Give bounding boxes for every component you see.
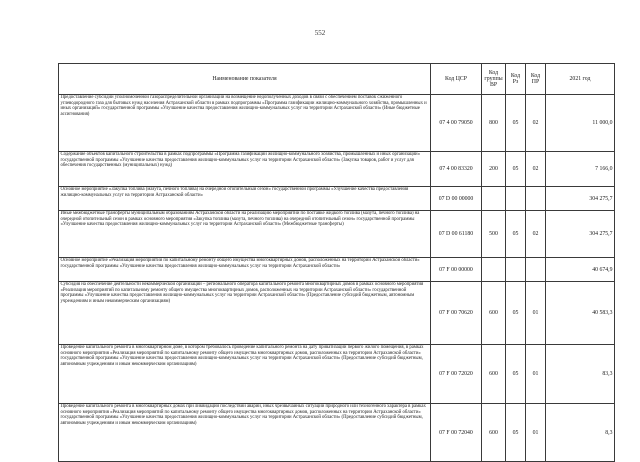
budget-table: [58, 63, 615, 462]
row-pr: 02: [526, 95, 546, 152]
row-csr: 07 F 00 00000: [431, 258, 482, 282]
row-amount: 304 275,7: [546, 211, 615, 258]
row-rz: 05: [506, 404, 526, 462]
row-amount: 40 674,9: [546, 258, 615, 282]
row-amount: 83,3: [546, 345, 615, 404]
header-rz: Код Рз: [506, 64, 526, 95]
table-row: [59, 211, 615, 258]
table-row: [59, 404, 615, 462]
row-amount: 40 583,3: [546, 282, 615, 345]
row-pr: 01: [526, 282, 546, 345]
row-rz: 05: [506, 152, 526, 187]
row-csr: 07 D 00 00000: [431, 187, 482, 211]
table-header-row: [59, 64, 615, 95]
row-amount: 11 000,0: [546, 95, 615, 152]
row-csr: 07 4 00 79050: [431, 95, 482, 152]
row-name: Проведение капитального ремонта в многоквартирных домах при ликвидации последствий аварии, иных чрезвычайных ситуаций природного или техногенного характера в рамках основного мероприятия «Реализация мероприятий по капитальному ремонту общего имущества многоквартирных домов, расположенных на территории Астраханской области» государственной программы «Улучшение качества предоставления жилищно-коммунальных услуг на территории Астраханской области» (Предоставление субсидий бюджетным, автономным учреждениям и иным некоммерческим организациям): [59, 404, 431, 462]
row-pr: [526, 187, 546, 211]
row-name: Основное мероприятие «Закупка топлива (мазута, печного топлива) на очередной отопительный сезон» государственной программы «Улучшение качества предоставления жилищно-коммунальных услуг на территории Астраханской области»: [59, 187, 431, 211]
row-pr: 01: [526, 404, 546, 462]
row-rz: 05: [506, 345, 526, 404]
table-row: [59, 345, 615, 404]
row-csr: 07 F 00 70620: [431, 282, 482, 345]
row-vr: 600: [482, 282, 506, 345]
row-pr: 02: [526, 152, 546, 187]
row-pr: 02: [526, 211, 546, 258]
header-pr: Код ПР: [526, 64, 546, 95]
row-vr: 800: [482, 95, 506, 152]
header-vr: Код группы ВР: [482, 64, 506, 95]
row-csr: 07 4 00 83320: [431, 152, 482, 187]
row-csr: 07 F 00 72040: [431, 404, 482, 462]
row-vr: [482, 187, 506, 211]
row-amount: 7 166,0: [546, 152, 615, 187]
row-rz: 05: [506, 282, 526, 345]
table-row: [59, 282, 615, 345]
row-pr: 01: [526, 345, 546, 404]
row-name: Основное мероприятие «Реализация мероприятий по капитальному ремонту общего имущества многоквартирных домов, расположенных на территории Астраханской области» государственной программы «Улучшение качества предоставления жилищно-коммунальных услуг на территории Астраханской области»: [59, 258, 431, 282]
row-csr: 07 D 00 61180: [431, 211, 482, 258]
row-name: Иные межбюджетные трансферты муниципальным образованиям Астраханской области на реализацию мероприятий по поставке жидкого топлива (мазута, печного топлива) на очередной отопительный сезон в рамках основного мероприятия «Закупка топлива (мазута, печного топлива) на очередной отопительный сезон» государственной программы «Улучшение качества предоставления жилищно-коммунальных услуг на территории Астраханской области» (Межбюджетные трансферты): [59, 211, 431, 258]
row-amount: 304 275,7: [546, 187, 615, 211]
table-row: [59, 187, 615, 211]
page-number: 552: [314, 29, 326, 37]
row-rz: [506, 187, 526, 211]
header-name: Наименование показателя: [59, 64, 431, 95]
row-pr: [526, 258, 546, 282]
row-amount: 8,3: [546, 404, 615, 462]
row-vr: 200: [482, 152, 506, 187]
row-name: Субсидия на обеспечение деятельности некоммерческой организации – регионального оператора капитального ремонта многоквартирных домов в рамках основного мероприятия «Реализация мероприятий по капитальному ремонту общего имущества многоквартирных домов, расположенных на территории Астраханской области» государственной программы «Улучшение качества предоставления жилищно-коммунальных услуг на территории Астраханской области» (Предоставление субсидий бюджетным, автономным учреждениям и иным некоммерческим организациям): [59, 282, 431, 345]
row-vr: 600: [482, 345, 506, 404]
header-year: 2021 год: [546, 64, 615, 95]
row-name: Содержание объектов капитального строительства в рамках подпрограммы «Программа газификации жилищно-коммунального хозяйства, промышленных и иных организаций» государственной программы «Улучшение качества предоставления жилищно-коммунальных услуг на территории Астраханской области» (Закупка товаров, работ и услуг для обеспечения государственных (муниципальных) нужд): [59, 152, 431, 187]
table-row: [59, 95, 615, 152]
table-row: [59, 258, 615, 282]
header-csr: Код ЦСР: [431, 64, 482, 95]
row-vr: 500: [482, 211, 506, 258]
row-vr: 600: [482, 404, 506, 462]
row-rz: [506, 258, 526, 282]
row-name: Предоставление субсидий уполномоченной газораспределительной организации на возмещение недополученных доходов в связи с обеспечением поставок сжиженного углеводородного газа для бытовых нужд населения Астраханской области в рамках подпрограммы «Программа газификации жилищно-коммунального хозяйства, промышленных и иных организаций» государственной программы «Улучшение качества предоставления жилищно-коммунальных услуг на территории Астраханской области» (Иные бюджетные ассигнования): [59, 95, 431, 152]
table-row: [59, 152, 615, 187]
row-rz: 05: [506, 95, 526, 152]
row-vr: [482, 258, 506, 282]
row-csr: 07 F 00 72020: [431, 345, 482, 404]
row-name: Проведение капитального ремонта в многоквартирном доме, в котором требовалось проведение капитального ремонта на дату приватизации первого жилого помещения, в рамках основного мероприятия «Реализация мероприятий по капитальному ремонту общего имущества многоквартирных домов, расположенных на территории Астраханской области» государственной программы «Улучшение качества предоставления жилищно-коммунальных услуг на территории Астраханской области» (Предоставление субсидий бюджетным, автономным учреждениям и иным некоммерческим организациям): [59, 345, 431, 404]
row-rz: 05: [506, 211, 526, 258]
